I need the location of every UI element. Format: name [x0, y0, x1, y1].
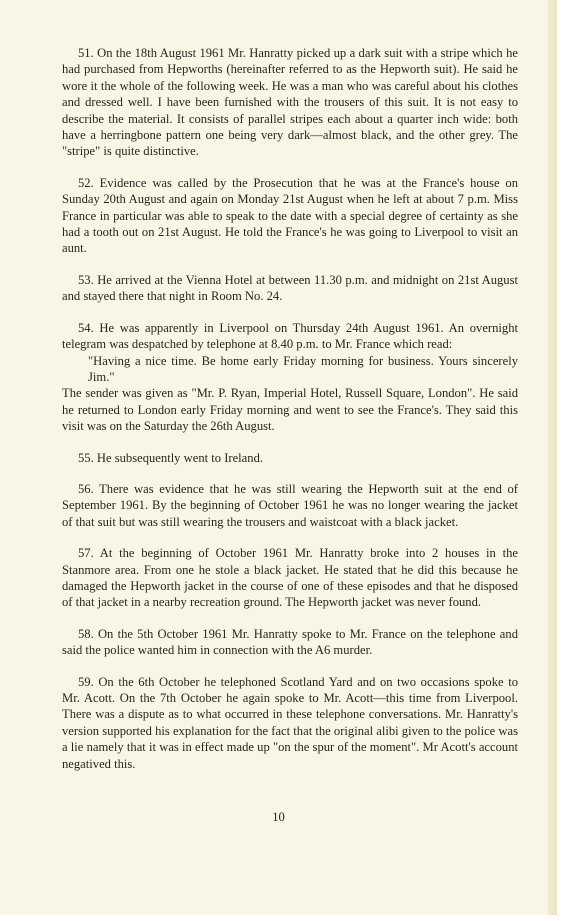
paragraph-54: 54. He was apparently in Liverpool on Thursday 24th August 1961. An overnight telegram was despatched by telephone at 8.40 p.m. to Mr. France which read:: [62, 320, 518, 352]
paragraph-53: 53. He arrived at the Vienna Hotel at between 11.30 p.m. and midnight on 21st August and stayed there that night in Room No. 24.: [62, 272, 518, 304]
paragraph-52: 52. Evidence was called by the Prosecution that he was at the France's house on Sunday 20th August and again on Monday 21st August when he left at about 7 p.m. Miss France in particular was able to speak to the date with a special degree of certainty as she had a tooth out on 21st August. He told the France's he was going to Liverpool to visit an aunt.: [62, 175, 518, 256]
page-number: 10: [272, 810, 285, 824]
paragraph-51: 51. On the 18th August 1961 Mr. Hanratty picked up a dark suit with a stripe which he had purchased from Hepworths (hereinafter referred to as the Hepworth suit). He said he wore it the whole of the following week. He was a man who was careful about his clothes and dressed well. I have been furnished with the trousers of this suit. It is not easy to describe the material. It consists of parallel stripes each about a quarter inch wide: both have a herringbone pattern one being very dark—almost black, and the other grey. The "stripe" is quite distinctive.: [62, 46, 518, 159]
paragraph-57: 57. At the beginning of October 1961 Mr. Hanratty broke into 2 houses in the Stanmore area. From one he stole a black jacket. He stated that he did this because he damaged the Hepworth jacket in the course of one of these episodes and that he disposed of that jacket in a nearby recreation ground. The Hepworth jacket was never found.: [62, 546, 518, 610]
paragraph-54-continuation: The sender was given as "Mr. P. Ryan, Imperial Hotel, Russell Square, London". He said he returned to London early Friday morning and went to see the France's. They said this visit was on the Saturday the 26th August.: [62, 386, 518, 434]
paragraph-58: 58. On the 5th October 1961 Mr. Hanratty spoke to Mr. France on the telephone and said the police wanted him in connection with the A6 murder.: [62, 626, 518, 658]
telegram-quote: "Having a nice time. Be home early Friday morning for business. Yours sincerely Jim.": [88, 353, 518, 384]
paragraph-59: 59. On the 6th October he telephoned Scotland Yard and on two occasions spoke to Mr. Acott. On the 7th October he again spoke to Mr. Acott—this time from Liverpool. There was a dispute as to what occurred in these telephone conversations. Mr. Hanratty's version supported his explanation for the fact that the original alibi given to the police was a lie namely that it was in effect made up "on the spur of the moment". Mr Acott's account negatived this.: [62, 674, 518, 771]
body-text: [62, 45, 518, 787]
page-edge: [548, 0, 557, 915]
paragraph-55: 55. He subsequently went to Ireland.: [78, 450, 264, 465]
paragraph-56: 56. There was evidence that he was still wearing the Hepworth suit at the end of September 1961. By the beginning of October 1961 he was no longer wearing the jacket of that suit but was still wearing the trousers and waistcoat with a black jacket.: [62, 481, 518, 529]
